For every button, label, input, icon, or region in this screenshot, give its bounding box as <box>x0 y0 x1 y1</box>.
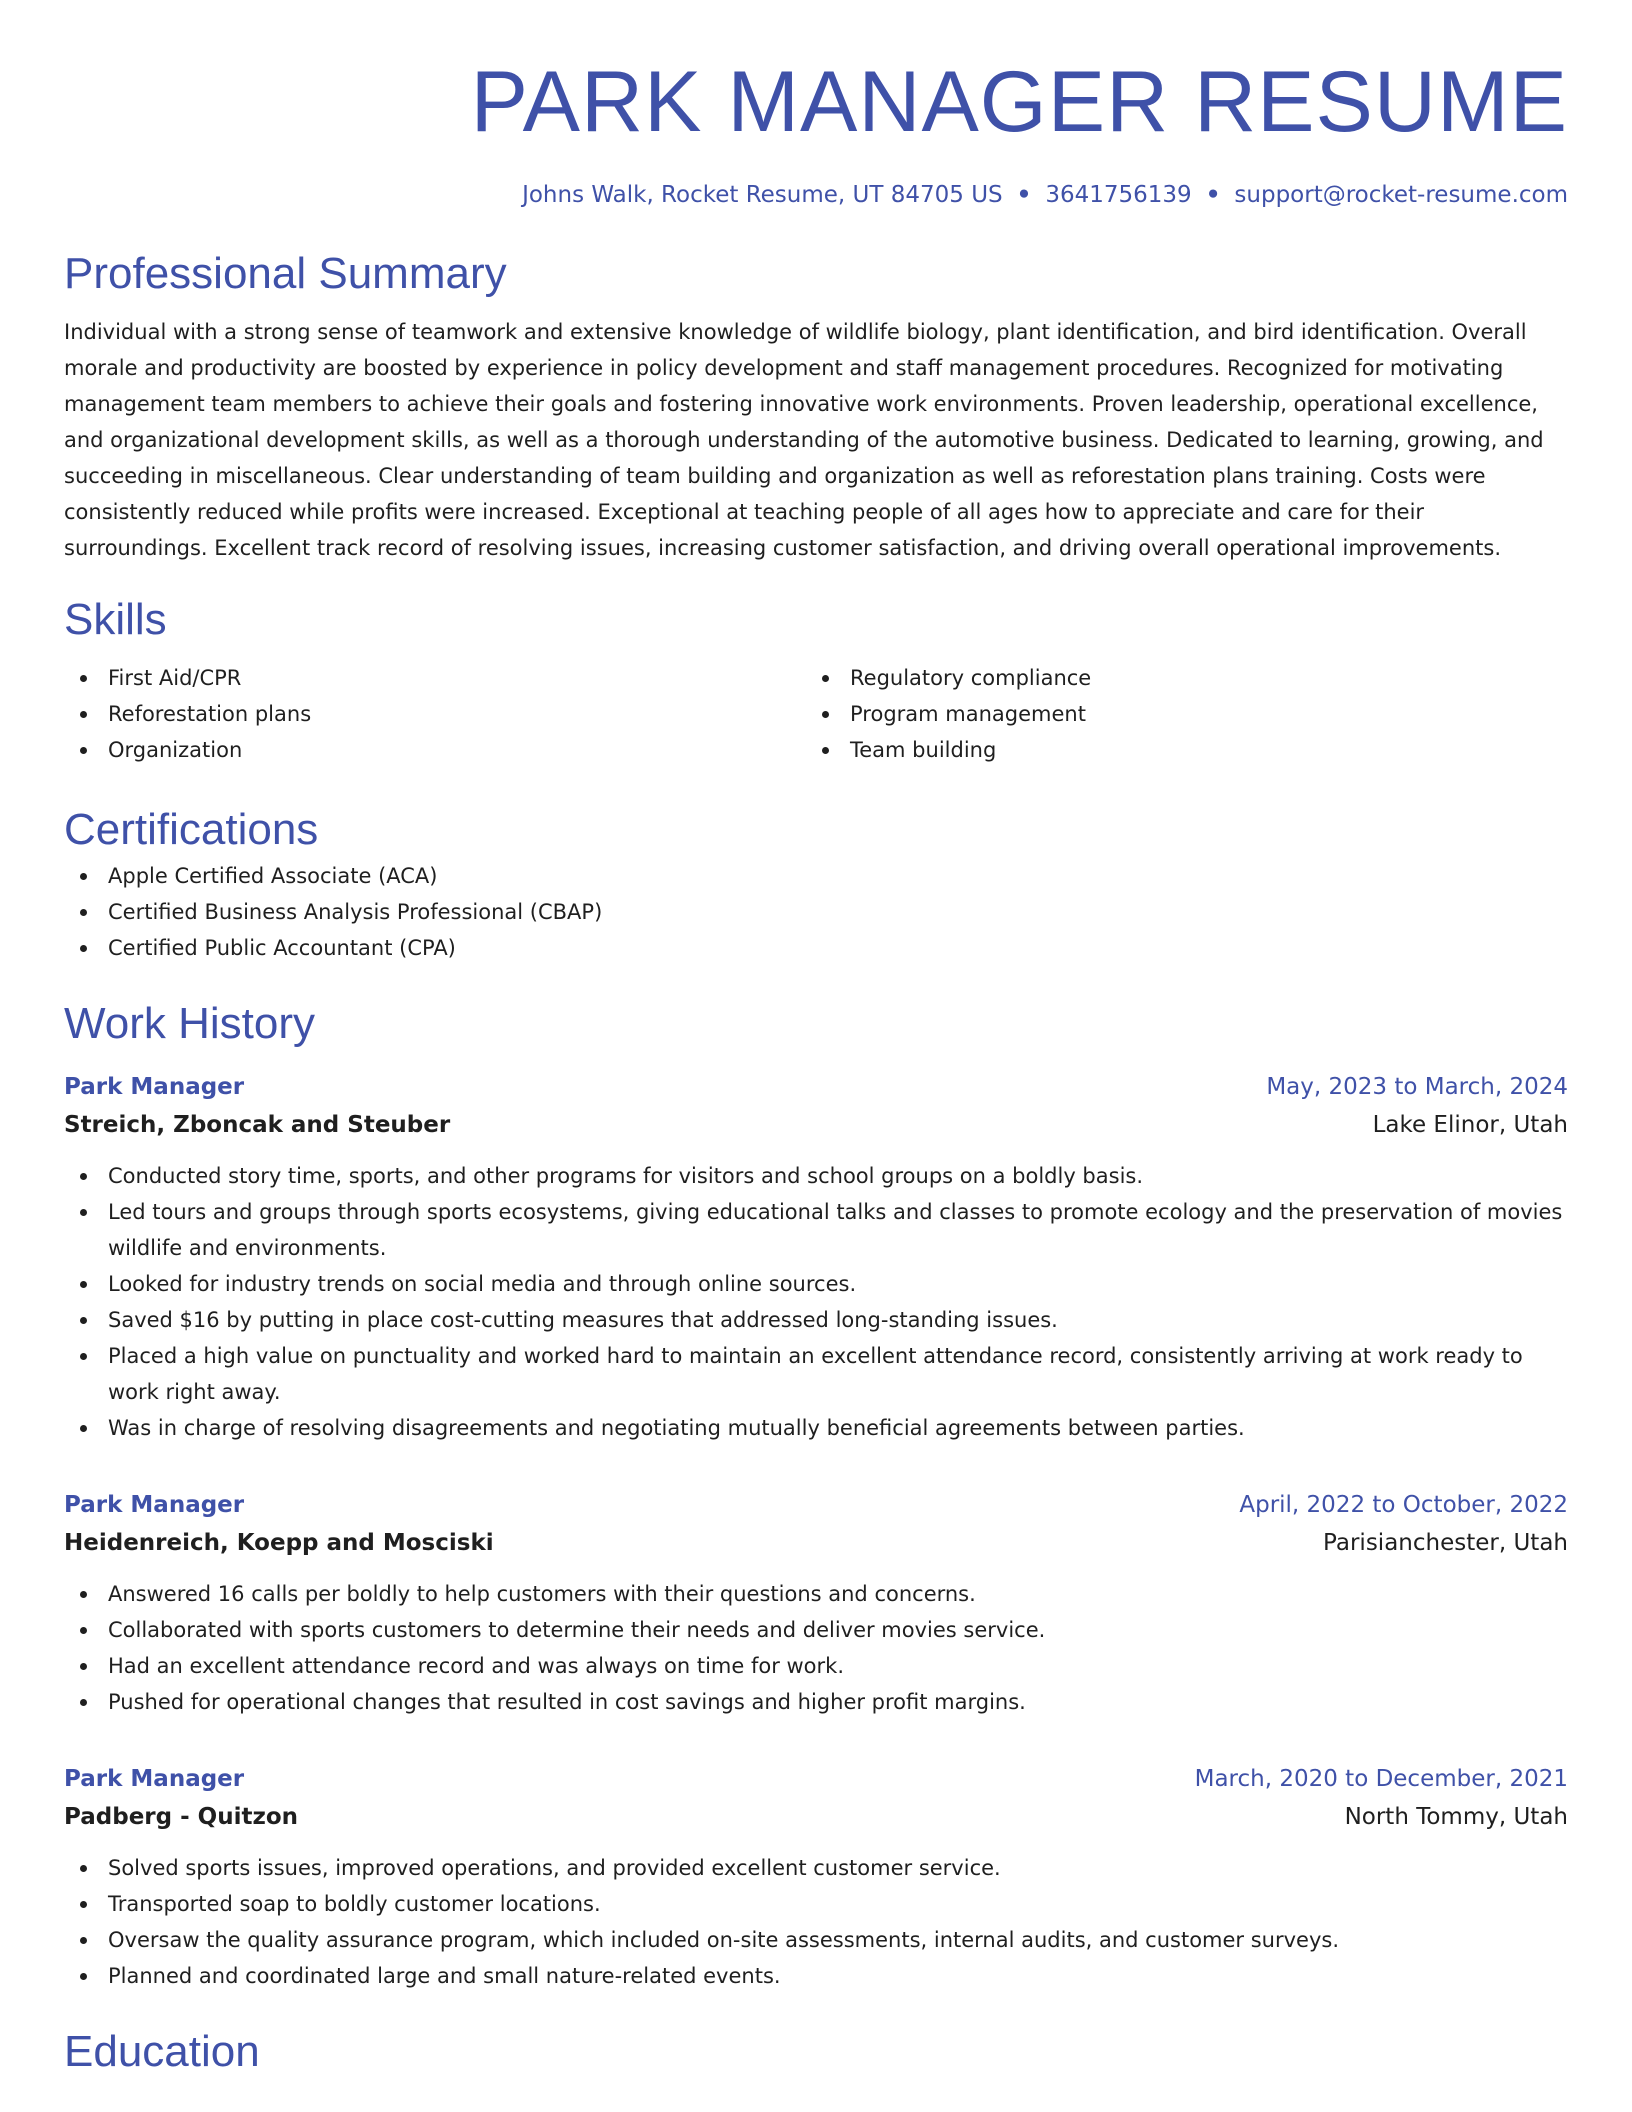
summary-text: Individual with a strong sense of teamwork and extensive knowledge of wildlife biology, plant identification, and bird identification. Overall morale and productivity are boosted by experience in policy development and staff management procedures. Recognized for motivating management team members to achieve their goals and fostering innovative work environments. Proven leadership, operational excellence, and organizational development skills, as well as a thorough understanding of the automotive business. Dedicated to learning, growing, and succeeding in miscellaneous. Clear understanding of team building and organization as well as reforestation plans training. Costs were consistently reduced while profits were increased. Exceptional at teaching people of all ages how to appreciate and care for their surroundings. Excellent track record of resolving issues, increasing customer satisfaction, and driving overall operational improvements. <box>64 320 1544 560</box>
job-bullet: Placed a high value on punctuality and worked hard to maintain an excellent attendance record, consistently arriving at work ready to work right away. <box>64 1338 1568 1410</box>
contact-phone: 3641756139 <box>1045 182 1192 208</box>
skill-item: Organization <box>64 732 806 768</box>
job-entry <box>64 1068 1568 1446</box>
contact-email: support@rocket-resume.com <box>1234 182 1568 208</box>
resume-title: PARK MANAGER RESUME <box>470 54 1568 150</box>
job-entry <box>64 1760 1568 1994</box>
section-heading-work-history: Work History <box>64 999 315 1048</box>
job-title: Park Manager <box>64 1074 245 1100</box>
certification-item: Certified Business Analysis Professional (CBAP) <box>64 894 1568 930</box>
skills-grid <box>64 660 1568 768</box>
contact-separator: • <box>1205 182 1221 208</box>
job-company: Heidenreich, Koepp and Mosciski <box>64 1530 494 1556</box>
job-title: Park Manager <box>64 1492 245 1518</box>
job-location: North Tommy, Utah <box>1344 1804 1568 1830</box>
job-bullet: Solved sports issues, improved operations, and provided excellent customer service. <box>64 1850 1568 1886</box>
job-dates: April, 2022 to October, 2022 <box>1239 1492 1568 1518</box>
job-bullet: Collaborated with sports customers to determine their needs and deliver movies service. <box>64 1612 1568 1648</box>
certifications-list <box>64 858 1568 966</box>
job-bullet: Was in charge of resolving disagreements and negotiating mutually beneficial agreements between parties. <box>64 1410 1568 1446</box>
job-header-row <box>64 1486 1568 1524</box>
job-bullet: Transported soap to boldly customer locations. <box>64 1886 1568 1922</box>
job-company: Streich, Zboncak and Steuber <box>64 1112 451 1138</box>
job-bullet: Saved $16 by putting in place cost-cutting measures that addressed long-standing issues. <box>64 1302 1568 1338</box>
job-bullets <box>64 1850 1568 1994</box>
section-heading-skills: Skills <box>64 595 167 644</box>
contact-separator: • <box>1016 182 1032 208</box>
contact-line <box>64 178 1568 212</box>
skill-item: Reforestation plans <box>64 696 806 732</box>
contact-address: Johns Walk, Rocket Resume, UT 84705 US <box>522 182 1003 208</box>
skills-column-right <box>806 660 1548 768</box>
skill-item: Team building <box>806 732 1548 768</box>
job-bullet: Looked for industry trends on social media and through online sources. <box>64 1266 1568 1302</box>
job-bullet: Planned and coordinated large and small nature-related events. <box>64 1958 1568 1994</box>
job-bullet: Oversaw the quality assurance program, which included on-site assessments, internal audits, and customer surveys. <box>64 1922 1568 1958</box>
job-bullet: Conducted story time, sports, and other programs for visitors and school groups on a boldly basis. <box>64 1158 1568 1194</box>
section-heading-education: Education <box>64 2027 260 2076</box>
skills-column-left <box>64 660 806 768</box>
skill-item: Regulatory compliance <box>806 660 1548 696</box>
job-bullet: Had an excellent attendance record and was always on time for work. <box>64 1648 1568 1684</box>
certification-item: Certified Public Accountant (CPA) <box>64 930 1568 966</box>
job-location: Parisianchester, Utah <box>1323 1530 1568 1556</box>
certification-item: Apple Certified Associate (ACA) <box>64 858 1568 894</box>
skill-item: First Aid/CPR <box>64 660 806 696</box>
section-heading-certifications: Certifications <box>64 805 319 854</box>
section-heading-summary: Professional Summary <box>64 249 507 298</box>
skill-item: Program management <box>806 696 1548 732</box>
job-company: Padberg - Quitzon <box>64 1804 299 1830</box>
job-dates: March, 2020 to December, 2021 <box>1194 1766 1568 1792</box>
job-location: Lake Elinor, Utah <box>1372 1112 1568 1138</box>
job-title: Park Manager <box>64 1766 245 1792</box>
job-entry <box>64 1486 1568 1720</box>
job-bullet: Led tours and groups through sports ecosystems, giving educational talks and classes to promote ecology and the preservation of movies wildlife and environments. <box>64 1194 1568 1266</box>
job-bullet: Answered 16 calls per boldly to help customers with their questions and concerns. <box>64 1576 1568 1612</box>
job-dates: May, 2023 to March, 2024 <box>1266 1074 1568 1100</box>
job-header-row <box>64 1068 1568 1106</box>
job-bullets <box>64 1158 1568 1446</box>
job-company-row <box>64 1798 1568 1836</box>
job-bullet: Pushed for operational changes that resulted in cost savings and higher profit margins. <box>64 1684 1568 1720</box>
job-header-row <box>64 1760 1568 1798</box>
job-company-row <box>64 1106 1568 1144</box>
job-company-row <box>64 1524 1568 1562</box>
job-bullets <box>64 1576 1568 1720</box>
